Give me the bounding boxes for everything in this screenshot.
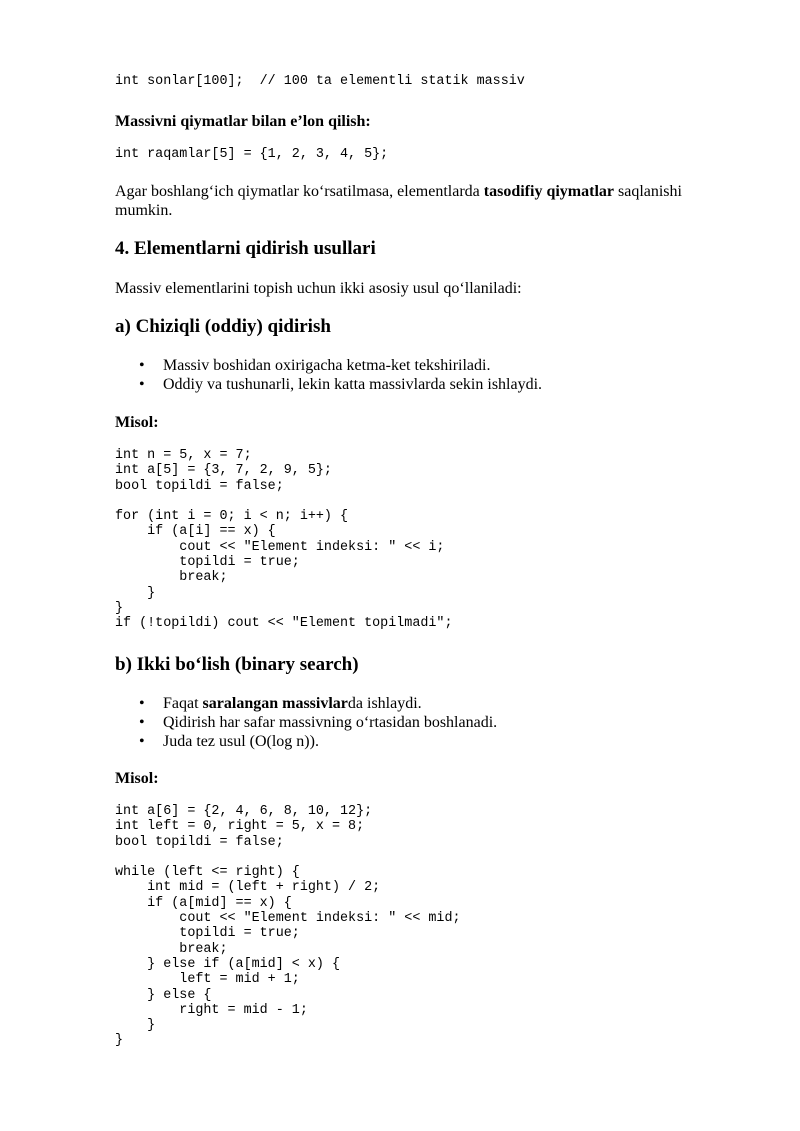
paragraph-bold-term: tasodifiy qiymatlar xyxy=(483,183,614,200)
section-title: 4. Elementlarni qidirish usullari xyxy=(115,238,376,259)
list-item-text: Qidirish har safar massivning o‘rtasidan boshlanadi. xyxy=(163,714,498,731)
list-item-bold-term: saralangan massivlar xyxy=(202,695,348,712)
list-item-text-start: Faqat xyxy=(163,695,203,712)
bullet-icon: • xyxy=(139,733,145,750)
list-item-text: Juda tez usul (O(log n)). xyxy=(163,733,319,750)
paragraph-text-end: saqlanishi mumkin. xyxy=(115,183,682,219)
list-item xyxy=(115,694,755,713)
bullet-icon: • xyxy=(139,714,145,731)
linear-example-label: Misol: xyxy=(115,414,159,431)
binary-search-bullets xyxy=(115,694,755,751)
linear-search-title: a) Chiziqli (oddiy) qidirish xyxy=(115,316,331,337)
binary-example-label: Misol: xyxy=(115,770,159,787)
linear-search-bullets xyxy=(115,356,755,394)
binary-search-title: b) Ikki bo‘lish (binary search) xyxy=(115,654,359,675)
binary-search-code: int a[6] = {2, 4, 6, 8, 10, 12}; int left = 0, right = 5, x = 8; bool topildi = false; while (left <= right) { int mid = (left + right) / 2; if (a[mid] == x) { cout << "Element indeksi: " << mid; topildi = true; break; } else if (a[mid] < x) { left = mid + 1; } else { right = mid - 1; } } xyxy=(115,804,461,1049)
list-item-text: Massiv boshidan oxirigacha ketma-ket tekshiriladi. xyxy=(163,357,491,374)
list-item xyxy=(115,732,755,751)
list-item xyxy=(115,356,755,375)
code-array-declaration: int sonlar[100]; // 100 ta elementli statik massiv xyxy=(115,74,525,89)
bullet-icon: • xyxy=(139,357,145,374)
list-item-text: Oddiy va tushunarli, lekin katta massivlarda sekin ishlaydi. xyxy=(163,376,543,393)
list-item-text-end: da ishlaydi. xyxy=(347,695,422,712)
section-intro: Massiv elementlarini topish uchun ikki asosiy usul qo‘llaniladi: xyxy=(115,280,522,297)
bullet-icon: • xyxy=(139,695,145,712)
paragraph-text-start: Agar boshlang‘ich qiymatlar ko‘rsatilmasa, elementlarda xyxy=(115,183,484,200)
linear-search-code: int n = 5, x = 7; int a[5] = {3, 7, 2, 9, 5}; bool topildi = false; for (int i = 0; i < n; i++) { if (a[i] == x) { cout << "Element indeksi: " << i; topildi = true; break; } } if (!topildi) cout << "Element topilmadi"; xyxy=(115,448,453,632)
paragraph-random-values xyxy=(115,182,715,220)
code-array-initialization: int raqamlar[5] = {1, 2, 3, 4, 5}; xyxy=(115,147,389,162)
bullet-icon: • xyxy=(139,376,145,393)
list-item xyxy=(115,713,755,732)
list-item xyxy=(115,375,755,394)
subheading-initialization: Massivni qiymatlar bilan e’lon qilish: xyxy=(115,113,371,130)
